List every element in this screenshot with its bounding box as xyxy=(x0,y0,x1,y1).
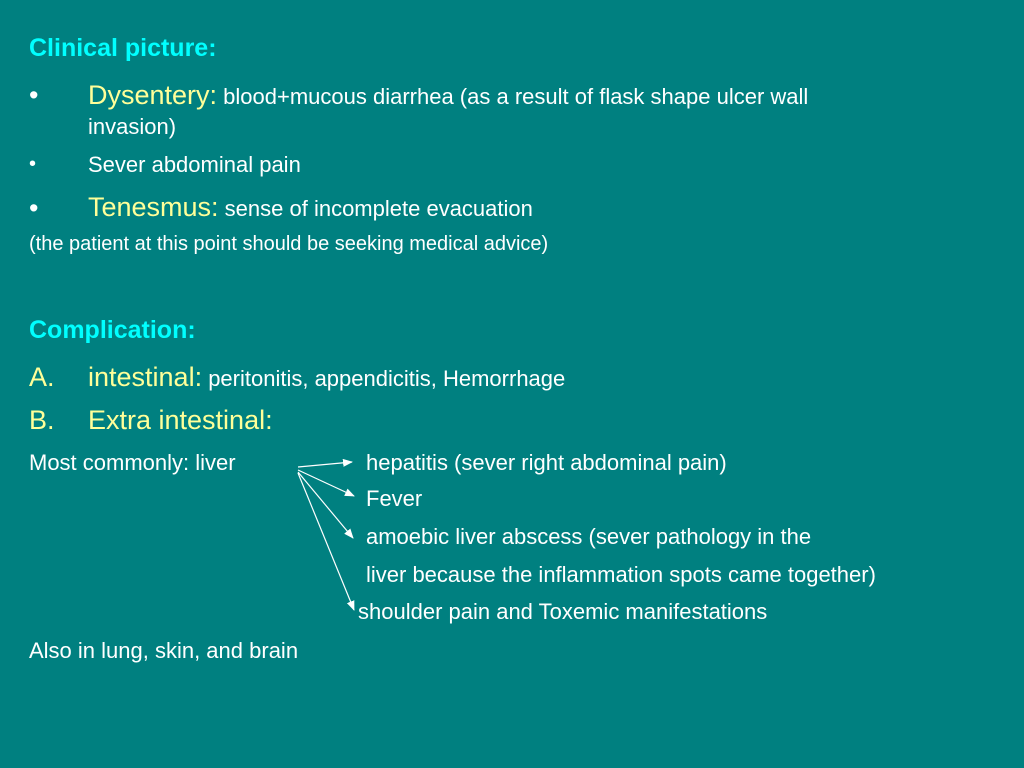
complication-heading: Complication: xyxy=(29,316,196,344)
bullet-marker: • xyxy=(29,193,39,223)
liver-effect-shoulder-pain: shoulder pain and Toxemic manifestations xyxy=(358,599,768,624)
intestinal-term: intestinal: xyxy=(88,362,203,392)
bullet-marker: • xyxy=(29,153,37,175)
also-affected-organs: Also in lung, skin, and brain xyxy=(29,638,299,663)
intestinal-text: peritonitis, appendicitis, Hemorrhage xyxy=(202,366,566,391)
item-marker-b: B. xyxy=(29,405,55,435)
tenesmus-text: sense of incomplete evacuation xyxy=(218,196,533,221)
item-extra-intestinal: Extra intestinal: xyxy=(88,405,273,435)
liver-effect-fever: Fever xyxy=(366,486,423,511)
liver-effect-abscess-continued: liver because the inflammation spots came together) xyxy=(366,562,876,587)
bullet-abdominal-pain: Sever abdominal pain xyxy=(88,152,301,177)
tenesmus-term: Tenesmus: xyxy=(88,192,219,222)
patient-note: (the patient at this point should be seeking medical advice) xyxy=(29,233,549,255)
dysentery-text-continued: invasion) xyxy=(88,114,177,139)
item-marker-a: A. xyxy=(29,362,55,392)
arrow-to-abscess xyxy=(298,472,353,538)
arrow-to-shoulder-pain xyxy=(298,473,354,610)
arrow-to-hepatitis xyxy=(298,462,352,467)
bullet-marker: • xyxy=(29,80,39,110)
liver-effect-hepatitis: hepatitis (sever right abdominal pain) xyxy=(366,450,727,475)
most-commonly-liver: Most commonly: liver xyxy=(29,450,236,475)
liver-effect-abscess: amoebic liver abscess (sever pathology in the xyxy=(366,524,812,549)
dysentery-term: Dysentery: xyxy=(88,80,218,110)
clinical-heading: Clinical picture: xyxy=(29,34,217,62)
dysentery-text: blood+mucous diarrhea (as a result of flask shape ulcer wall xyxy=(217,84,809,109)
